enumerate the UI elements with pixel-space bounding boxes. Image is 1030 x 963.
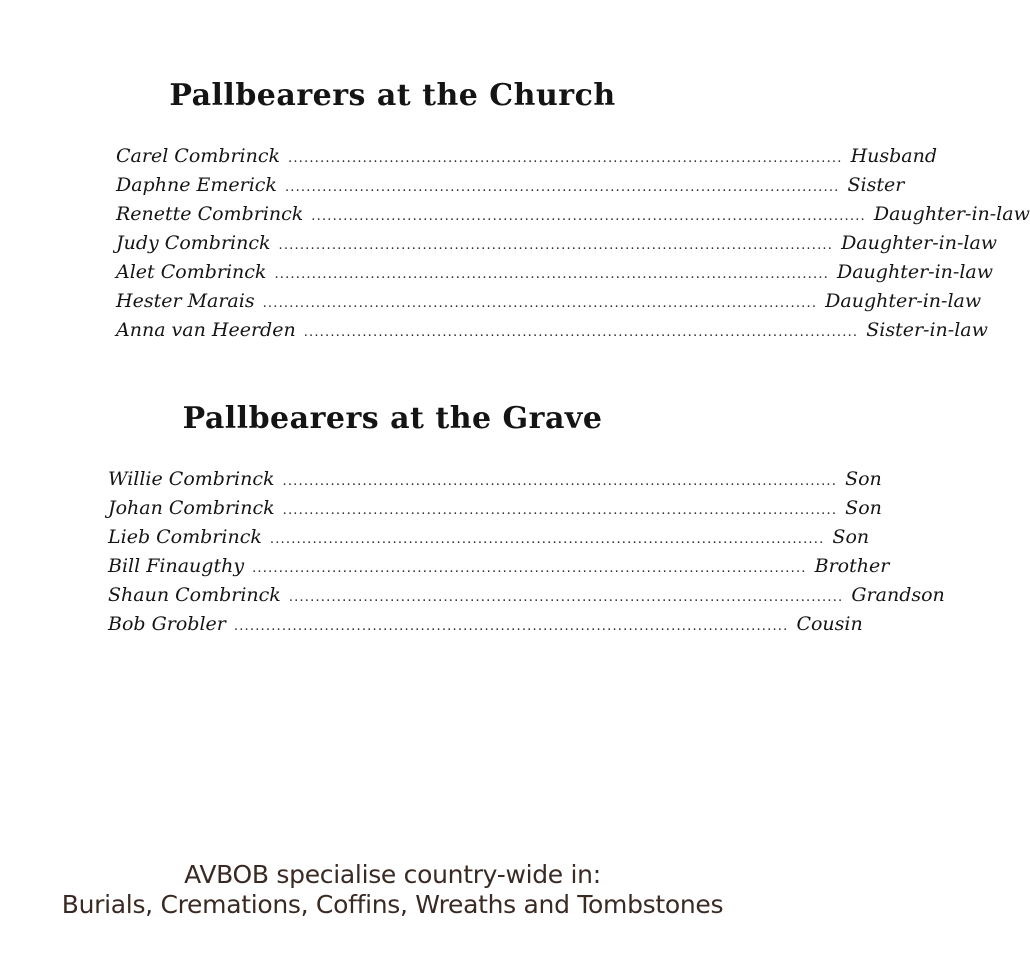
pallbearer-relation: Son [832,526,870,548]
pallbearer-relation: Daughter-in-law [837,261,993,283]
pallbearer-relation: Son [845,468,882,490]
dot-leader: ........................................................................................................ [269,532,825,547]
dot-leader: ........................................................................................................ [278,238,834,253]
pallbearer-relation: Daughter-in-law [841,232,998,254]
pallbearer-name: Carel Combrinck [116,145,281,167]
list-item [108,497,882,526]
list-item [108,613,863,642]
pallbearer-name: Judy Combrinck [116,232,271,254]
pallbearer-relation: Grandson [851,584,945,606]
list-item [116,174,905,203]
grave-heading: Pallbearers at the Grave [182,401,603,436]
list-item [116,261,993,290]
dot-leader: ........................................................................................................ [311,209,866,224]
pallbearer-name: Shaun Combrinck [108,584,281,606]
church-heading: Pallbearers at the Church [169,78,616,113]
dot-leader: ........................................................................................................ [288,151,843,166]
pallbearer-relation: Sister-in-law [866,319,988,341]
pallbearer-name: Johan Combrinck [108,497,275,519]
dot-leader: ........................................................................................................ [233,619,789,634]
list-item [116,145,938,174]
pallbearer-relation: Sister [847,174,905,196]
pallbearer-relation: Cousin [796,613,863,635]
list-item [108,584,945,613]
list-item [108,526,870,555]
pallbearer-name: Bob Grobler [108,613,226,635]
list-item [108,555,890,584]
pallbearer-name: Renette Combrinck [116,203,304,225]
pallbearer-name: Anna van Heerden [116,319,296,341]
dot-leader: ........................................................................................................ [282,503,838,518]
dot-leader: ........................................................................................................ [284,180,840,195]
pallbearer-name: Bill Finaugthy [108,555,245,577]
pallbearer-name: Daphne Emerick [116,174,277,196]
list-item [116,319,988,348]
dot-leader: ........................................................................................................ [274,267,829,282]
list-item [116,203,1030,232]
pallbearer-name: Alet Combrinck [116,261,267,283]
list-item [116,232,998,261]
pallbearer-relation: Daughter-in-law [873,203,1030,225]
grave-pallbearer-list [108,468,945,642]
pallbearer-relation: Son [845,497,882,519]
pallbearer-name: Hester Marais [116,290,255,312]
church-pallbearer-list [116,145,1030,348]
pallbearer-relation: Brother [814,555,890,577]
dot-leader: ........................................................................................................ [252,561,807,576]
footer-line-2: Burials, Cremations, Coffins, Wreaths and Tombstones [61,890,724,919]
pallbearer-relation: Daughter-in-law [825,290,982,312]
dot-leader: ........................................................................................................ [288,590,844,605]
footer-line-1: AVBOB specialise country-wide in: [184,860,601,889]
pallbearer-name: Lieb Combrinck [108,526,262,548]
list-item [116,290,982,319]
dot-leader: ........................................................................................................ [282,474,838,489]
pallbearer-name: Willie Combrinck [108,468,275,490]
dot-leader: ........................................................................................................ [303,325,859,340]
list-item [108,468,882,497]
dot-leader: ........................................................................................................ [262,296,818,311]
pallbearer-relation: Husband [850,145,938,167]
